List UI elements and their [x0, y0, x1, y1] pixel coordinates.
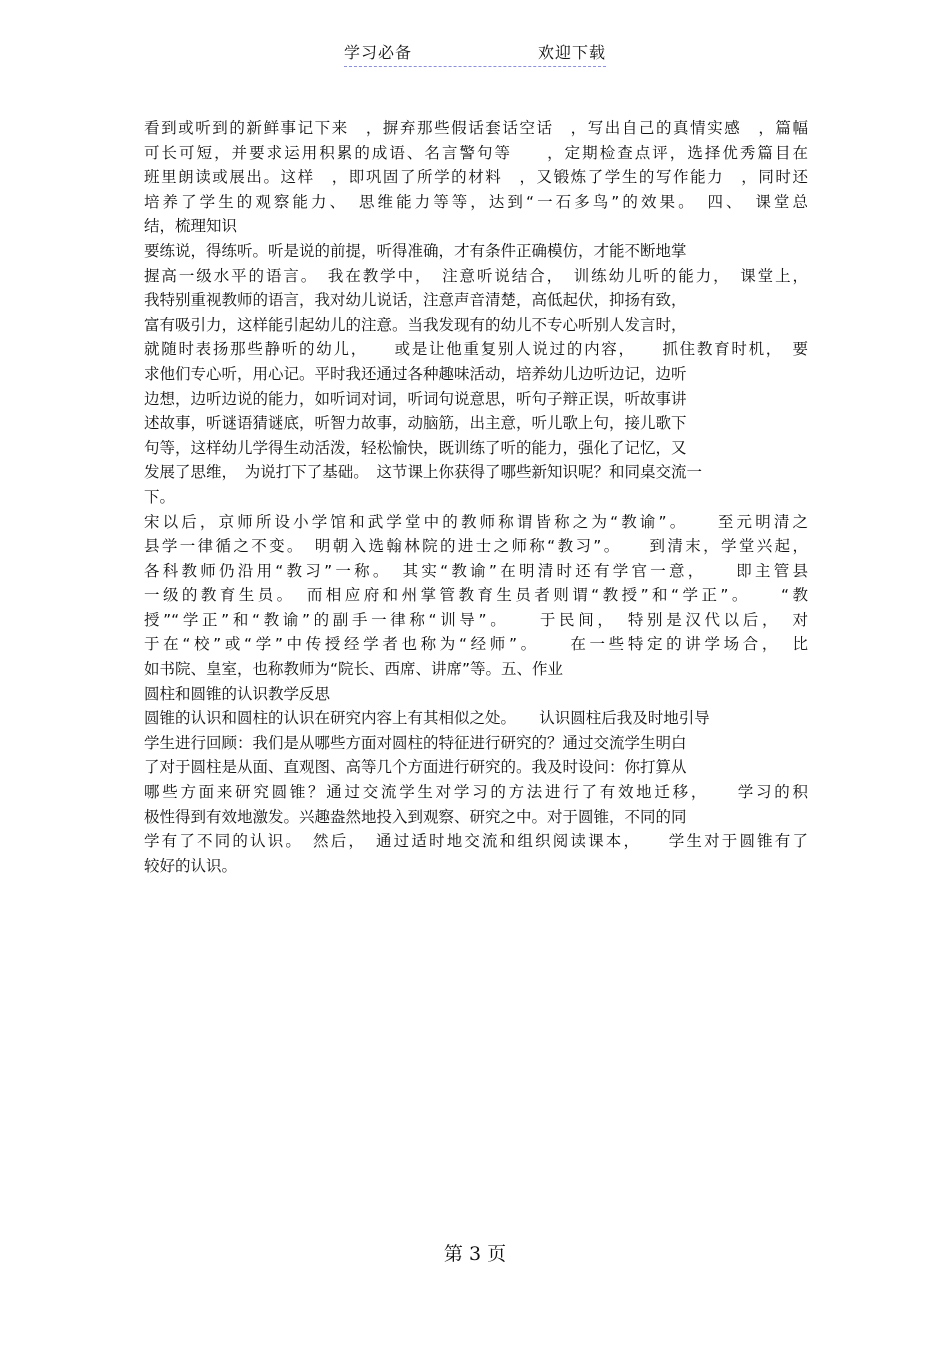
text-line: 发展了思维， 为说打下了基础。 这节课上你获得了哪些新知识呢？和同桌交流一: [144, 463, 703, 482]
text-line: 握高一级水平的语言。 我在教学中， 注意听说结合， 训练幼儿听的能力， 课堂上，: [144, 266, 808, 285]
text-line: 县学一律循之不变。 明朝入选翰林院的进士之师称“教习”。 到清末，学堂兴起，: [144, 537, 808, 556]
text-line: 学有了不同的认识。 然后， 通过适时地交流和组织阅读课本， 学生对于圆锥有了: [144, 832, 808, 851]
text-line: 下。: [144, 487, 176, 506]
text-line: 一级的教育生员。 而相应府和州掌管教育生员者则谓“教授”和“学正”。 “教: [144, 586, 808, 605]
text-line: 圆柱和圆锥的认识教学反思: [144, 684, 331, 703]
text-line: 较好的认识。: [144, 856, 238, 875]
text-line: 要练说，得练听。听是说的前提，听得准确，才有条件正确模仿，才能不断地掌: [144, 241, 687, 260]
text-line: 就随时表扬那些静听的幼儿， 或是让他重复别人说过的内容， 抓住教育时机， 要: [144, 340, 808, 359]
text-line: 如书院、皇室，也称教师为“院长、西席、讲席”等。五、作业: [144, 660, 564, 679]
text-line: 看到或听到的新鲜事记下来 ，摒弃那些假话套话空话 ，写出自己的真情实感 ，篇幅: [144, 119, 808, 137]
text-line: 学生进行回顾：我们是从哪些方面对圆柱的特征进行研究的？通过交流学生明白: [144, 733, 687, 752]
text-line: 述故事，听谜语猜谜底，听智力故事，动脑筋，出主意，听儿歌上句，接儿歌下: [144, 414, 687, 433]
text-line: 极性得到有效地激发。兴趣盎然地投入到观察、研究之中。对于圆锥，不同的同: [144, 807, 687, 826]
text-line: 我特别重视教师的语言，我对幼儿说话，注意声音清楚，高低起伏，抑扬有致，: [144, 291, 687, 310]
text-line: 富有吸引力，这样能引起幼儿的注意。当我发现有的幼儿不专心听别人发言时，: [144, 315, 687, 334]
text-line: 宋以后，京师所设小学馆和武学堂中的教师称谓皆称之为“教谕”。 至元明清之: [144, 512, 808, 531]
text-line: 班里朗读或展出。这样 ，即巩固了所学的材料 ，又锻炼了学生的写作能力 ，同时还: [144, 168, 808, 187]
text-line: 培养了学生的观察能力、 思维能力等等，达到“一石多鸟”的效果。 四、 课堂总: [144, 192, 808, 211]
text-line: 各科教师仍沿用“教习”一称。 其实“教谕”在明清时还有学官一意， 即主管县: [144, 561, 808, 580]
page-header: [344, 40, 606, 67]
text-line: 边想，边听边说的能力，如听词对词，听词句说意思，听句子辩正误，听故事讲: [144, 389, 687, 408]
text-line: 了对于圆柱是从面、直观图、高等几个方面进行研究的。我及时设问：你打算从: [144, 758, 687, 777]
text-line: 于在“校”或“学”中传授经学者也称为“经师”。 在一些特定的讲学场合， 比: [144, 635, 808, 654]
text-line: 授”“学正”和“教谕”的副手一律称“训导”。 于民间， 特别是汉代以后， 对: [144, 610, 808, 629]
text-line: 求他们专心听，用心记。平时我还通过各种趣味活动，培养幼儿边听边记，边听: [144, 364, 687, 383]
text-line: 结，梳理知识: [144, 217, 238, 236]
text-line: 句等，这样幼儿学得生动活泼，轻松愉快，既训练了听的能力，强化了记忆，又: [144, 438, 687, 457]
document-body: [144, 116, 808, 878]
text-line: 可长可短，并要求运用积累的成语、名言警句等 ，定期检查点评，选择优秀篇目在: [144, 143, 808, 162]
page-number: 第 3 页: [443, 1243, 507, 1265]
text-line: 哪些方面来研究圆锥？通过交流学生对学习的方法进行了有效地迁移， 学习的积: [144, 783, 808, 802]
text-line: 圆锥的认识和圆柱的认识在研究内容上有其相似之处。 认识圆柱后我及时地引导: [144, 709, 710, 728]
header-right-text: 欢迎下载: [537, 43, 606, 62]
header-left-text: 学习必备: [344, 43, 413, 62]
